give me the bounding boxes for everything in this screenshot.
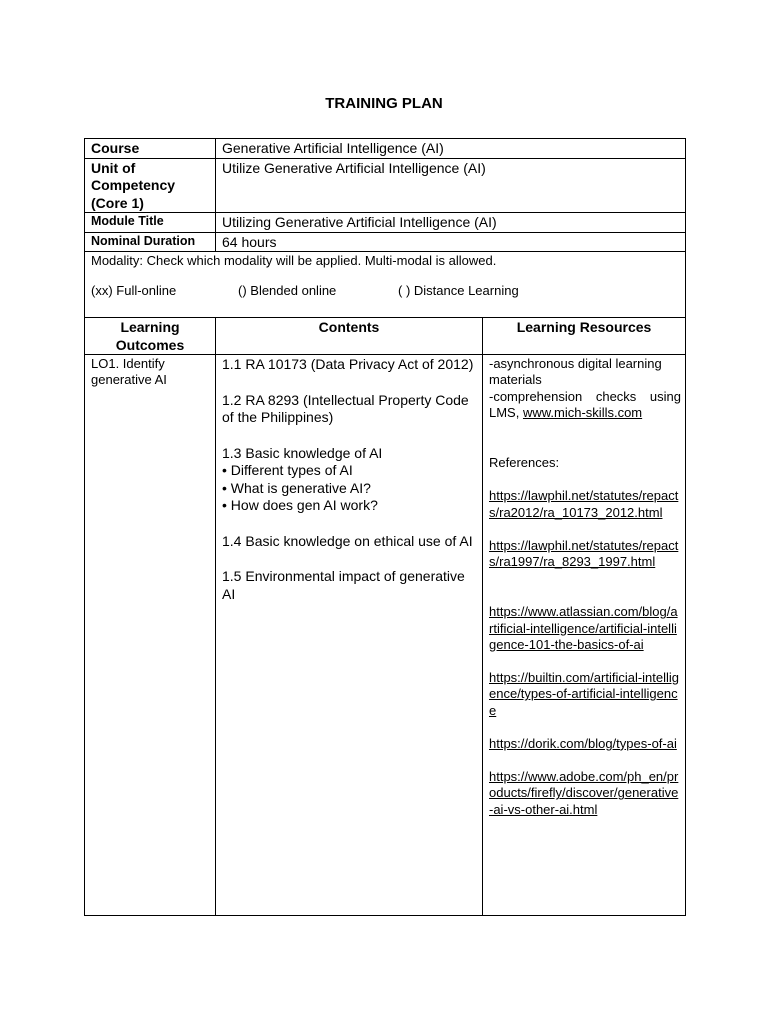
content-bullet-what: • What is generative AI?: [222, 479, 371, 496]
modality-options: [91, 283, 679, 299]
resource-digital-materials: -asynchronous digital learning materials: [489, 356, 662, 388]
header-outcomes-line2: Outcomes: [115, 336, 185, 353]
unit-row: [85, 158, 686, 213]
unit-label-line3: (Core 1): [91, 194, 144, 211]
learning-outcome-lo1: LO1. Identify generative AI: [85, 355, 216, 916]
content-bullet-types: • Different types of AI: [222, 462, 353, 478]
reference-link-adobe[interactable]: https://www.adobe.com/ph_en/products/firefly/discover/generative-ai-vs-other-ai.html: [489, 769, 679, 817]
resources-cell: [483, 355, 686, 916]
duration-label: Nominal Duration: [85, 232, 216, 252]
course-value: Generative Artificial Intelligence (AI): [216, 139, 686, 159]
modality-instruction: Modality: Check which modality will be applied. Multi-modal is allowed.: [91, 253, 497, 268]
unit-label-line1: Unit of: [91, 159, 136, 176]
contents-cell: [216, 355, 483, 916]
content-item-1-2: 1.2 RA 8293 (Intellectual Property Code of the Philippines): [222, 391, 469, 425]
content-item-1-3: [222, 445, 476, 515]
lo1-row: [85, 355, 686, 916]
unit-value: Utilize Generative Artificial Intelligence (AI): [216, 158, 686, 213]
module-label: Module Title: [85, 213, 216, 233]
content-item-1-1: 1.1 RA 10173 (Data Privacy Act of 2012): [222, 356, 474, 372]
module-row: [85, 213, 686, 233]
reference-link-ra8293[interactable]: https://lawphil.net/statutes/repacts/ra1997/ra_8293_1997.html: [489, 537, 679, 569]
page-title: TRAINING PLAN: [325, 95, 443, 112]
duration-row: [85, 232, 686, 252]
reference-link-atlassian[interactable]: https://www.atlassian.com/blog/artificial-intelligence/artificial-intelligence-101-the-basics-of-ai: [489, 604, 678, 652]
unit-label: [85, 158, 216, 213]
mich-skills-link[interactable]: www.mich-skills.com: [522, 404, 643, 420]
training-plan-table: [84, 138, 686, 916]
modality-full-online[interactable]: (xx) Full-online: [91, 283, 177, 299]
reference-link-ra10173[interactable]: https://lawphil.net/statutes/repacts/ra2012/ra_10173_2012.html: [489, 488, 679, 520]
modality-distance-learning[interactable]: ( ) Distance Learning: [398, 283, 519, 299]
resource-comprehension-checks: [489, 389, 681, 422]
references-label: References:: [489, 455, 560, 470]
header-outcomes-line1: Learning: [120, 319, 180, 335]
duration-value: 64 hours: [216, 232, 686, 252]
module-value: Utilizing Generative Artificial Intelligence (AI): [216, 213, 686, 233]
content-item-1-3-title: 1.3 Basic knowledge of AI: [222, 444, 383, 461]
header-learning-resources: Learning Resources: [483, 318, 686, 355]
column-header-row: [85, 318, 686, 355]
header-learning-outcomes: [85, 318, 216, 355]
header-contents: Contents: [216, 318, 483, 355]
course-row: [85, 139, 686, 159]
content-item-1-5: 1.5 Environmental impact of generative AI: [222, 568, 465, 602]
modality-cell: [85, 252, 686, 318]
reference-link-builtin[interactable]: https://builtin.com/artificial-intelligence/types-of-artificial-intelligence: [489, 670, 680, 718]
content-bullet-how: • How does gen AI work?: [222, 497, 378, 513]
course-label: Course: [85, 139, 216, 159]
modality-blended-online[interactable]: () Blended online: [238, 283, 337, 299]
resource-comprehension-text: -comprehension checks using LMS,: [489, 388, 682, 420]
unit-label-line2: Competency: [91, 177, 176, 193]
reference-link-dorik[interactable]: https://dorik.com/blog/types-of-ai: [489, 735, 677, 751]
modality-row: [85, 252, 686, 318]
content-item-1-4: 1.4 Basic knowledge on ethical use of AI: [222, 532, 473, 549]
